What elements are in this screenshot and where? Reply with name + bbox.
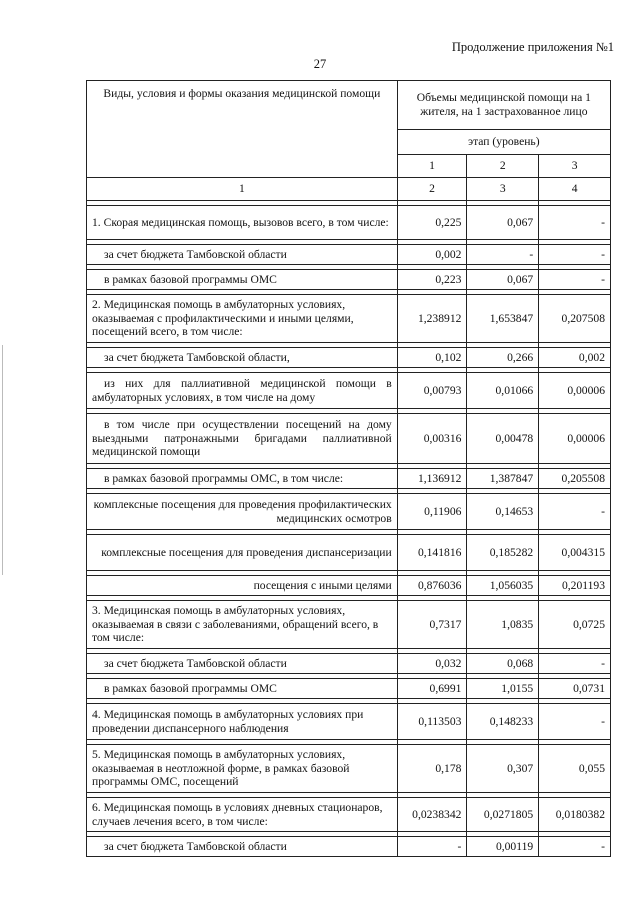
stage3-value: - (539, 270, 611, 290)
stage2-value: 1,387847 (467, 469, 539, 489)
stage3-value: 0,00006 (539, 373, 611, 409)
stage3-value: 0,002 (539, 348, 611, 368)
stage1-value: 0,0238342 (397, 798, 467, 832)
stage2-value: 0,266 (467, 348, 539, 368)
stage1-value: 0,002 (397, 245, 467, 265)
header-volumes: Объемы медицинской помощи на 1 жителя, на 1 застрахованное лицо (397, 81, 610, 130)
stage1-value: 0,876036 (397, 576, 467, 596)
row-label: комплексные посещения для проведения профилактических медицинских осмотров (87, 494, 398, 530)
scan-edge-mark (2, 345, 3, 575)
row-label: за счет бюджета Тамбовской области (87, 245, 398, 265)
row-label: 5. Медицинская помощь в амбулаторных условиях, оказываемая в неотложной форме, в рамках базовой программы ОМС, посещений (87, 745, 398, 793)
stage2-value: 0,067 (467, 270, 539, 290)
stage-number: 1 (397, 155, 467, 178)
table-row (87, 535, 611, 571)
stage2-value: 0,00478 (467, 414, 539, 464)
stage1-value: 0,11906 (397, 494, 467, 530)
stage2-value: 1,0835 (467, 601, 539, 649)
stage-number: 2 (467, 155, 539, 178)
stage3-value: 0,0180382 (539, 798, 611, 832)
row-label: в рамках базовой программы ОМС (87, 679, 398, 699)
row-label: 2. Медицинская помощь в амбулаторных условиях, оказываемая с профилактическими и иными целями, посещений всего, в том числе: (87, 295, 398, 343)
stage2-value: 0,00119 (467, 837, 539, 857)
table-row (87, 270, 611, 290)
stage2-value: 1,0155 (467, 679, 539, 699)
stage1-value: 0,141816 (397, 535, 467, 571)
page-number: 27 (313, 57, 327, 71)
row-label: 4. Медицинская помощь в амбулаторных условиях при проведении диспансерного наблюдения (87, 704, 398, 740)
stage2-value: 0,14653 (467, 494, 539, 530)
stage2-value: 0,307 (467, 745, 539, 793)
table-row (87, 373, 611, 409)
stage1-value: 0,113503 (397, 704, 467, 740)
stage1-value: 0,032 (397, 654, 467, 674)
header-stage: этап (уровень) (397, 130, 610, 155)
table-row (87, 414, 611, 464)
stage1-value: 0,7317 (397, 601, 467, 649)
table-row (87, 798, 611, 832)
table-row (87, 348, 611, 368)
medical-care-volumes-table (86, 80, 611, 857)
table-row (87, 837, 611, 857)
stage3-value: - (539, 206, 611, 240)
stage2-value: 0,067 (467, 206, 539, 240)
stage3-value: - (539, 245, 611, 265)
column-index: 4 (539, 178, 611, 201)
column-index: 1 (87, 178, 398, 201)
row-label: 1. Скорая медицинская помощь, вызовов всего, в том числе: (87, 206, 398, 240)
stage2-value: 0,148233 (467, 704, 539, 740)
header-care-types: Виды, условия и формы оказания медицинской помощи (87, 81, 398, 178)
stage1-value: 0,178 (397, 745, 467, 793)
table-row (87, 245, 611, 265)
stage2-value: 0,185282 (467, 535, 539, 571)
stage1-value: 0,00793 (397, 373, 467, 409)
stage1-value: 1,136912 (397, 469, 467, 489)
row-label: комплексные посещения для проведения диспансеризации (87, 535, 398, 571)
stage3-value: - (539, 837, 611, 857)
stage1-value: 0,00316 (397, 414, 467, 464)
column-index: 2 (397, 178, 467, 201)
stage3-value: - (539, 704, 611, 740)
row-label: в том числе при осуществлении посещений на дому выездными патронажными бригадами паллиативной медицинской помощи (87, 414, 398, 464)
row-label: из них для паллиативной медицинской помощи в амбулаторных условиях, в том числе на дому (87, 373, 398, 409)
stage3-value: 0,201193 (539, 576, 611, 596)
row-label: за счет бюджета Тамбовской области (87, 654, 398, 674)
stage3-value: 0,00006 (539, 414, 611, 464)
continuation-note: Продолжение приложения №1 (451, 40, 614, 54)
table-row (87, 601, 611, 649)
stage2-value: 0,01066 (467, 373, 539, 409)
row-label: в рамках базовой программы ОМС, в том числе: (87, 469, 398, 489)
stage3-value: 0,004315 (539, 535, 611, 571)
row-label: за счет бюджета Тамбовской области, (87, 348, 398, 368)
stage2-value: 1,653847 (467, 295, 539, 343)
column-index: 3 (467, 178, 539, 201)
stage2-value: - (467, 245, 539, 265)
table-row (87, 469, 611, 489)
stage3-value: 0,205508 (539, 469, 611, 489)
table-row (87, 295, 611, 343)
stage1-value: 0,102 (397, 348, 467, 368)
stage3-value: - (539, 494, 611, 530)
table-row (87, 679, 611, 699)
stage2-value: 0,0271805 (467, 798, 539, 832)
table-row (87, 654, 611, 674)
row-label: в рамках базовой программы ОМС (87, 270, 398, 290)
table-row (87, 206, 611, 240)
row-label: 3. Медицинская помощь в амбулаторных условиях, оказываемая в связи с заболеваниями, обращений всего, в том числе: (87, 601, 398, 649)
row-label: за счет бюджета Тамбовской области (87, 837, 398, 857)
table-row (87, 576, 611, 596)
stage1-value: 0,225 (397, 206, 467, 240)
stage3-value: 0,0725 (539, 601, 611, 649)
stage3-value: - (539, 654, 611, 674)
stage3-value: 0,055 (539, 745, 611, 793)
stage2-value: 0,068 (467, 654, 539, 674)
stage1-value: 1,238912 (397, 295, 467, 343)
table-row (87, 704, 611, 740)
stage2-value: 1,056035 (467, 576, 539, 596)
stage1-value: - (397, 837, 467, 857)
stage1-value: 0,6991 (397, 679, 467, 699)
stage1-value: 0,223 (397, 270, 467, 290)
row-label: 6. Медицинская помощь в условиях дневных стационаров, случаев лечения всего, в том числе: (87, 798, 398, 832)
stage3-value: 0,207508 (539, 295, 611, 343)
table-row (87, 745, 611, 793)
table-row (87, 494, 611, 530)
stage3-value: 0,0731 (539, 679, 611, 699)
stage-number: 3 (539, 155, 611, 178)
row-label: посещения с иными целями (87, 576, 398, 596)
